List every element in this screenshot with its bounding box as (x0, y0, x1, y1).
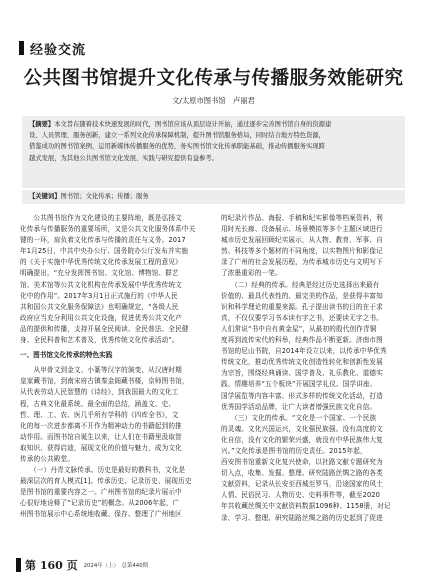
body-text-line: 身、全民科普和艺术普及，优秀传统文化传承活动”。 (20, 336, 179, 345)
body-text-line: 哲、理、工、农、医几乎所有学科的《四库全书》，文 (20, 410, 179, 419)
section-tag-bar (19, 41, 24, 55)
abstract-line: 设、人员管理、服务创新，建立一系列文化传承保障机制，提升图书馆服务格局，同时结合地方特色资源， (29, 132, 325, 140)
keywords-label: 【关键词】 (29, 193, 61, 200)
section-heading: 一、图书馆文化传承的特色实践 (20, 351, 113, 360)
section-tag (19, 40, 86, 56)
right-text-column (221, 213, 407, 524)
body-text-line: 切入点，收集、发掘、整理、研究陆路丝绸之路的各类 (221, 469, 383, 478)
body-text-line: 用时光长廊、设备展示、场景模拟等多个主题区域进行 (221, 225, 383, 234)
body-text-line: 践、情趣培养“五个板块”开展国学礼仪、国学讲座、 (221, 380, 377, 389)
page-footer (0, 554, 427, 576)
body-text-line: 文献资料，记录从长安至西城至罗马，沿途国家的风土 (221, 480, 383, 489)
body-text-line: 书馆的尼山书院，自2014年设立以来，以传承中华优秀 (221, 347, 387, 356)
body-text-line: 人情、民俗民习、人物历史、史料事件等，截至2020 (221, 491, 380, 500)
body-text-line: 年共收藏丝绸关中文献资料数据1096种、1158册，对记 (221, 502, 391, 511)
body-text-line: 从代表劳动人民智慧的《诗经》，到我国最大的文化工 (20, 388, 179, 397)
body-text-line: 人们常说“书中自有黄金屋”，从最初的殷代创作青铜 (221, 324, 377, 333)
body-text-line: 化自信，没有文化的繁荣兴盛，就没有中华民族伟大复 (221, 435, 383, 444)
body-text-line: 公共图书馆作为文化建设的主要阵地，既是弘扬文 (20, 214, 182, 222)
body-text-line: 是图书馆的重要内容之一。广州图书馆的纪录片展示中 (20, 488, 182, 497)
body-text-line: 度再到流传宋代的科举，经典作品不断更新。济南市图 (221, 336, 383, 345)
body-text-line: 化的每一次进步都离不开作为精神动力的书籍起到的推 (20, 421, 182, 430)
body-text-line: 程，古典文化最系统、最全面的总结，涵盖文、史、 (20, 399, 176, 408)
body-text-line: 动作用。而图书馆自诞生以来，让人们在书籍里汲取智 (20, 432, 182, 441)
body-text-line: 馆、美术馆等公共文化机构在传承发展中华优秀传统文 (20, 280, 182, 289)
section-tag-label: 经验交流 (30, 42, 87, 58)
body-text-line: 了浓墨重彩的一笔。 (221, 269, 282, 278)
body-text-line: 皇家藏书馆，到南宋府古镇秦金阁藏书楼，京师图书馆， (20, 377, 189, 386)
body-text-line: 共和国公共文化服务保障法》也明确规定，“各级人民 (20, 302, 179, 311)
body-text-line: 政府应当充分利用公共文化设施，促进优秀公共文化产 (20, 313, 182, 322)
body-text-line: 然、科技等多个题材的不同角度，以实物图片和影像记 (221, 247, 383, 256)
article-byline: 文/太原市图书馆 卢丽君 (172, 96, 255, 105)
body-text-line: 为宗旨，围绕经典诵读、国学普及、礼乐教化、道德实 (221, 369, 383, 378)
abstract-label: 【摘要】 (29, 121, 55, 128)
page-number: 第 160 页 (25, 559, 78, 572)
body-text-line: 价值的、最具代表性的、最完美的作品，是获得丰富知 (221, 291, 383, 300)
abstract-line: 越式发展，为其他公共图书馆文化发展、实践与研究提供有益参考。 (29, 154, 218, 162)
left-text-column (20, 213, 206, 521)
body-text-line: 真，不仅仅要学习书本读有字之书，还要读无字之书。 (221, 313, 383, 322)
body-text-line: 传统文化，推动优秀传统文化创造性转化和创新性发展 (221, 358, 383, 367)
body-text-line: 品的提供和传播，支持开展全民阅读、全民普法、全民健 (20, 324, 189, 333)
body-text-line: 国学展览等内容丰富、形式多样的传统文化活动，打造 (221, 391, 383, 400)
body-text-line: 兴。”文化传承是图书馆的历史责任。2015年起， (221, 446, 367, 455)
body-text-line: 化传承与传播服务的重要场所，又是公共文化服务体系中关 (20, 225, 196, 234)
body-text-line: 的《关于实施中华优秀传统文化传承发展工程的意见》 (20, 258, 182, 267)
body-text-line: 传承的公共殿堂。 (20, 454, 74, 463)
body-text-line: 州图书馆展示中心系统地收藏、保存、整理了广州地区 (20, 510, 182, 519)
body-text-line: 最深层次的育人模式[1]。传承历史、记录历史、展现历史 (20, 477, 192, 486)
body-text-line: 年1月25日，中共中央办公厅、国务院办公厅发布并实施 (20, 247, 189, 256)
body-text-line: 从甲骨文到金文、小篆等汉字的演变，从汉唐时期 (20, 366, 182, 375)
body-text-line: 化中的作用”。2017年3月1日正式施行的《中华人民 (20, 291, 178, 300)
abstract-line: 【摘要】本文旨在随着技术快速发展的时代，图书馆应该从顶层设计开始，通过逐步完善图书馆自身的资源建 (29, 121, 332, 128)
body-text-line: 心很好地诠释了“记录历史”的概念。从2006年起，广 (20, 499, 180, 508)
body-text-line: 键的一环，肩负着文化传承与传播的责任与义务。2017 (20, 236, 186, 245)
body-text-line: 城市历史发展回顾纪实展示，从人物、教育、军事、自 (221, 236, 383, 245)
body-text-line: 录了广州的社会发展历程，为传承城市历史与文明写下 (221, 258, 383, 267)
body-text-line: 的灵魂。文化兴国运兴，文化强民族强。没有高度的文 (221, 424, 383, 433)
body-text-line: 录、学习、整理、研究陆路丝绸之路的历史起到了促进 (221, 513, 383, 522)
body-text-line: 西安图书馆重新文化复兴使命，以社路文献专题研究为 (221, 458, 383, 467)
footer-bar (16, 558, 21, 572)
body-text-line: 取知识、获得启迪，展现文化的价值与魅力，成为文化 (20, 443, 182, 452)
body-text-line: 明确提出，“充分发挥图书馆、文化馆、博物馆、群艺 (20, 269, 179, 278)
abstract-line: 借鉴成功的图书馆案例，运用新媒体传播服务的优势，务实图书馆文化传承职能基础，推动传播服务实现跨 (29, 143, 325, 151)
abstract-box (22, 116, 405, 188)
body-text-line: （一）丹青文脉传承。历史是最好的教科书，文化是 (20, 466, 186, 475)
body-text-line: （二）经典的传承。经典是经过历史选择出来最有 (221, 280, 380, 289)
article-title: 公共图书馆提升文化传承与传播服务效能研究 (23, 68, 404, 89)
body-text-line: （三）文化的传承。“文化是一个国家、一个民族 (221, 413, 377, 422)
issue-info: 2024年（上） 总第440期 (83, 563, 149, 569)
keywords-text: 图书馆；文化传承；传播；服务 (60, 193, 149, 200)
body-text-line: 的纪录片作品、海报、手稿和纪实影像等档案资料，利 (221, 214, 383, 222)
keywords-box (22, 190, 405, 204)
body-text-line: 优秀国学活动品牌，让广大读者增强民族文化自信。 (221, 402, 377, 411)
body-text-line: 识和科学理论的重要来源。孔子提出读书的目的在于求 (221, 302, 383, 311)
